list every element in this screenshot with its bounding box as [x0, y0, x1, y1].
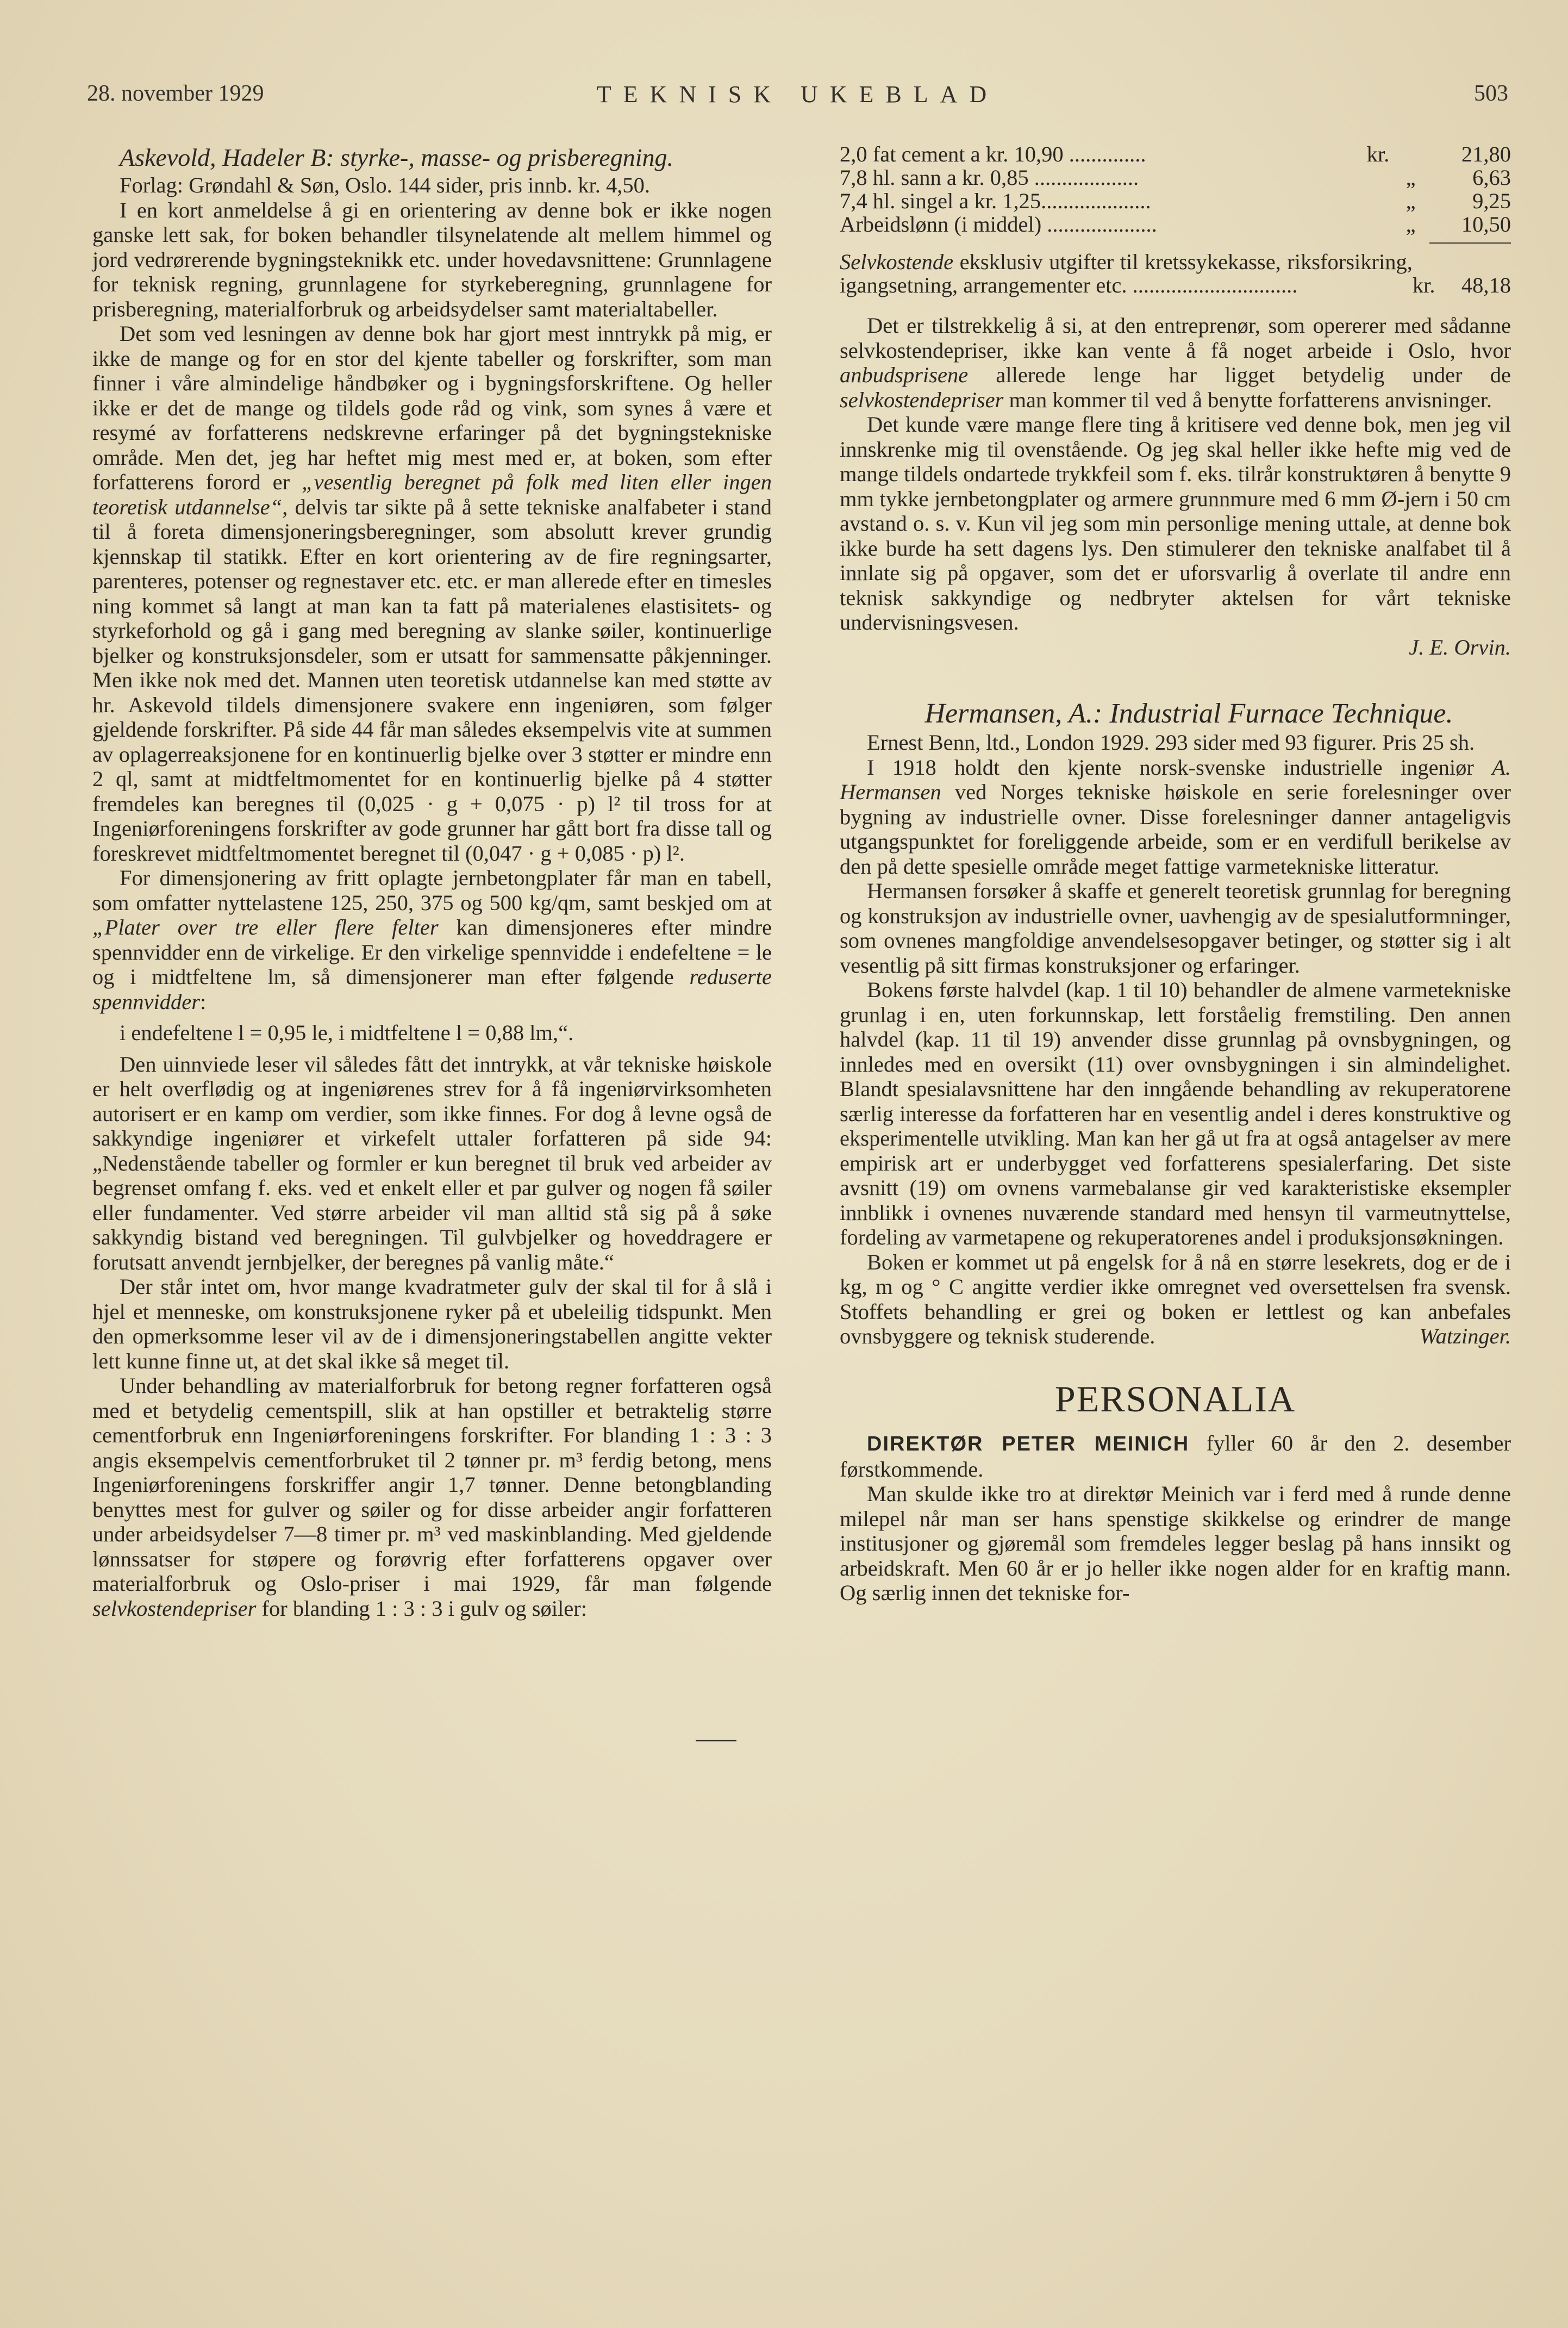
- cost-row: 7,4 hl. singel a kr. 1,25.................... „ 9,25: [840, 189, 1511, 213]
- review-publisher: Ernest Benn, ltd., London 1929. 293 sider med 93 figurer. Pris 25 sh.: [867, 730, 1475, 755]
- review-title: Hermansen, A.: Industrial Furnace Technique.: [924, 698, 1453, 729]
- cost-table: [840, 142, 1511, 236]
- formula: i endefeltene l = 0,95 le, i midtfeltene l = 0,88 lm,“.: [120, 1020, 574, 1045]
- header-date: 28. november 1929: [87, 81, 264, 106]
- page-number: 503: [1474, 81, 1508, 106]
- sum-rule: [1429, 242, 1511, 244]
- paragraph: For dimensjonering av fritt oplagte jernbetongplater får man en tabell, som omfatter nyttelastene 125, 250, 375 og 500 kg/qm, samt beskjed om at „Plater over tre eller flere felter kan dimensjoneres efter mindre spennvidder enn de virkelige. Er den virkelige spennvidde i endefeltene = le og i midtfeltene lm, så dimensjonerer man efter følgende reduserte spennvidder:: [92, 866, 772, 1014]
- section-title: PERSONALIA: [1054, 1378, 1296, 1420]
- review-title: Askevold, Hadeler B: styrke-, masse- og prisberegning.: [120, 144, 673, 171]
- right-column: [840, 142, 1511, 1605]
- cost-row: 7,8 hl. sann a kr. 0,85 ................... „ 6,63: [840, 165, 1511, 190]
- cost-total: Selvkostende eksklusiv utgifter til kretssykekasse, riksforsikring, igangsetning, arrangementer etc. .............................. kr. 48,18: [840, 250, 1511, 297]
- paragraph: Der står intet om, hvor mange kvadratmeter gulv der skal til for å slå i hjel et menneske, om konstruksjonene ryker på et ubeleilig tidspunkt. Men den opmerksomme leser vil av de i dimensjoneringstabellen angitte vekter lett kunne finne ut, at det skal ikke så meget til.: [92, 1274, 772, 1373]
- paragraph: Boken er kommet ut på engelsk for å nå en større lesekrets, dog er de i kg, m og ° C angitte verdier ikke omregnet ved oversettelsen fra svensk. Stoffets behandling er grei og boken er lettlest og kan anbefales ovnsbyggere og teknisk studerende. Watzinger.: [840, 1249, 1511, 1348]
- left-column: [92, 142, 772, 1621]
- paragraph: Bokens første halvdel (kap. 1 til 10) behandler de almene varmetekniske grunlag i en, uten forkunnskap, lett forståelig fremstiling. Den annen halvdel (kap. 11 til 19) anvender disse grunnlag på ovnsbygningen, og innledes med en oversikt (11) over ovnsbygningen i sin almindelighet. Blandt spesialavsnittene har den inngående behandling av rekuperatorene særlig interesse da forfatteren har en vesentlig andel i deres konstruktive og eksperimentelle utvikling. Man kan her gå ut fra at også antagelser av mere empirisk art er underbygget ved forfatterens spesialerfaring. Det siste avsnitt (19) om ovnens varmebalanse gir ved karakteristiske eksempler innblikk i ovnenes nuværende standard med hensyn til varmeutnyttelse, fordeling av varmetapene og rekuperatorenes andel i produksjonsøkningen.: [840, 978, 1511, 1249]
- paragraph: Det er tilstrekkelig å si, at den entreprenør, som opererer med sådanne selvkostendepriser, ikke kan vente å få noget arbeide i Oslo, hvor anbudsprisene allerede lenge har ligget betydelig under de selvkostendepriser man kommer til ved å benytte forfatterens anvisninger.: [840, 313, 1511, 412]
- signature: J. E. Orvin.: [1409, 634, 1511, 659]
- paragraph: DIREKTØR PETER MEINICH fyller 60 år den 2. desember førstkommende.: [840, 1431, 1511, 1482]
- margin-mark: [696, 1740, 736, 1741]
- review-publisher: Forlag: Grøndahl & Søn, Oslo. 144 sider, pris innb. kr. 4,50.: [120, 173, 650, 197]
- running-header: [87, 80, 1508, 124]
- paragraph: Det kunde være mange flere ting å kritisere ved denne bok, men jeg vil innskrenke mig til ovenstående. Og jeg skal heller ikke hefte mig ved de mange tildels ondartede trykkfeil som f. eks. tilrår konstruktøren å benytte 9 mm tykke jernbetongplater og armere grunnmure med 6 mm Ø-jern i 50 cm avstand o. s. v. Kun vil jeg som min personlige mening uttale, at denne bok ikke burde ha sett dagens lys. Den stimulerer den tekniske analfabet til å innlate sig på opgaver, som det er uforsvarlig å overlate til andre enn teknisk sakkyndige og nedbryter aktelsen for vårt tekniske undervisningsvesen.: [840, 412, 1511, 634]
- total-label-italic: Selvkostende: [840, 250, 954, 274]
- paragraph: I en kort anmeldelse å gi en orientering av denne bok er ikke nogen ganske lett sak, for boken behandler tilsynelatende alt mellem himmel og jord vedrørerende bygningsteknikk etc. under hovedavsnittene: Grunnlagene for teknisk regning, grunnlagene for styrkeberegning, grunnlagene for prisberegning, materialforbruk og arbeidsydelser samt materialtabeller.: [92, 197, 772, 321]
- signature: Watzinger.: [1419, 1324, 1511, 1348]
- paragraph: Under behandling av materialforbruk for betong regner forfatteren også med et betydelig cementspill, slik at han opstiller et betraktelig større cementforbruk enn Ingeniørforeningens forskrifter. For blanding 1 : 3 : 3 angis eksempelvis cementforbruket til 2 tønner pr. m³ ferdig betong, mens Ingeniørforeningens forskriffer angir 1,7 tønner. Denne betongblanding benyttes mest for gulver og søiler og for disse arbeider angir forfatteren under arbeidsydelser 7—8 timer pr. m³ ved maskinblanding. Med gjeldende lønnssatser for støpere og forøvrig efter forfatterens opgaver over materialforbruk og Oslo-priser i mai 1929, får man følgende selvkostendepriser for blanding 1 : 3 : 3 i gulv og søiler:: [92, 1373, 772, 1621]
- total-label: eksklusiv utgifter til kretssykekasse, riksforsikring, igangsetning, arrangementer etc. ..............................: [840, 250, 1413, 297]
- paragraph: Hermansen forsøker å skaffe et generelt teoretisk grunnlag for beregning og konstruksjon av industrielle ovner, uavhengig av de spesialutformninger, som ovnenes mangfoldige anvendelsesopgaver betinger, og støtter sig i alt vesentlig på sitt firmas konstruksjoner og erfaringer.: [840, 879, 1511, 978]
- cost-row: 2,0 fat cement a kr. 10,90 .............. kr. 21,80: [840, 142, 1511, 166]
- paragraph: I 1918 holdt den kjente norsk-svenske industrielle ingeniør A. Hermansen ved Norges tekniske høiskole en serie forelesninger over bygning av industrielle ovner. Disse forelesninger danner antageligvis utgangspunktet for foreliggende arbeide, som er en verdifull berikelse av den på dette spesielle område meget fattige varmetekniske litteratur.: [840, 755, 1511, 879]
- paragraph: Man skulde ikke tro at direktør Meinich var i ferd med å runde denne milepel når man ser hans spenstige skikkelse og erindrer de mange institusjoner og gjøremål som fremdeles legger beslag på hans innsikt og arbeidskraft. Men 60 år er jo heller ikke nogen alder for en kraftig mann. Og særlig innen det tekniske for-: [840, 1482, 1511, 1605]
- paragraph: Den uinnviede leser vil således fått det inntrykk, at vår tekniske høiskole er helt overflødig og at ingeniørenes strev for å få ingeniørvirksomheten autorisert er en kamp om verdier, som ikke finnes. For dog å levne også de sakkyndige ingeniører et virkefelt uttaler forfatteren på side 94: „Nedenstående tabeller og formler er kun beregnet til bruk ved arbeider av begrenset omfang f. eks. ved et enkelt eller et par gulver og nogen få søiler eller fundamenter. Ved større arbeider vil man alltid stå sig på å søke sakkyndig bistand ved beregningen. Til gulvbjelker og hoveddragere er forutsatt anvendt jernbjelker, der beregnes på vanlig måte.“: [92, 1051, 772, 1274]
- journal-title: TEKNISK UKEBLAD: [596, 81, 999, 108]
- paragraph: Det som ved lesningen av denne bok har gjort mest inntrykk på mig, er ikke de mange og for en stor del kjente tabeller og forskrifter, som man finner i våre almindelige håndbøker og i bygningsforskriftene. Og heller ikke er det de mange og tildels gode råd og vink, som synes å være et resymé av forfatterens nedskrevne erfaringer på det bygningstekniske område. Men det, jeg har heftet mig mest med er, at boken, som efter forfatterens forord er „vesentlig beregnet på folk med liten eller ingen teoretisk utdannelse“, delvis tar sikte på å sette tekniske analfabeter i stand til å foreta dimensjoneringsberegninger, som absolutt krever grundig kjennskap til statikk. Efter en kort orientering av de fire regningsarter, parenteres, potenser og regnestaver etc. etc. er man allerede efter en timesles ning kommet så langt at man kan ta fatt på materialenes elastisitets- og styrkeforhold og gå i gang med beregning av slanke søiler, kontinuerlige bjelker og konstruksjonsdeler, som er utsatt for sammensatte påkjenninger. Men ikke nok med det. Mannen uten teoretisk utdannelse kan med støtte av hr. Askevold tildels dimensjonere svakere enn ingeniøren, som følger gjeldende forskrifter. På side 44 får man således eksempelvis vite at summen av oplagerreaksjonene for en kontinuerlig bjelke over 3 støtter er mindre enn 2 ql, samt at midtfeltmomentet for en kontinuerlig bjelke på 4 støtter fremdeles kan beregnes til (0,025 · g + 0,075 · p) l² til tross for at Ingeniørforeningens forskrifter av gode grunner har gått bort fra disse tall og foreskrevet midtfeltmomentet beregnet til (0,047 · g + 0,085 · p) l².: [92, 321, 772, 866]
- cost-row: Arbeidslønn (i middel) .................... „ 10,50: [840, 212, 1511, 236]
- person-name: DIREKTØR PETER MEINICH: [867, 1433, 1190, 1455]
